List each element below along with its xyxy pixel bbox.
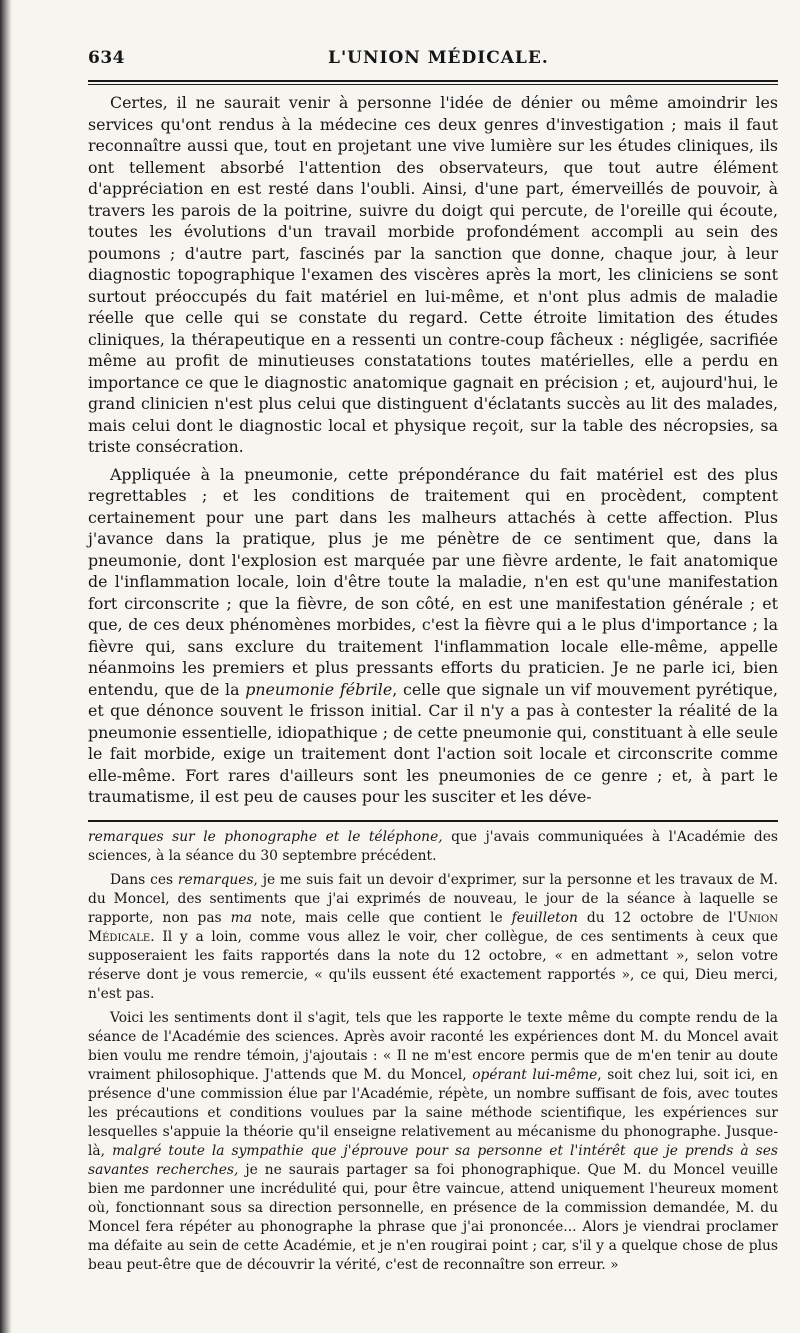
note-paragraph-3 <box>88 1009 778 1275</box>
page-binding-edge <box>0 0 12 1333</box>
main-article-text <box>88 92 778 808</box>
note-2-part-e: . Il y a loin, comme vous allez le voir, cher collègue, de ces sentiments à ceux que supposeraient les faits rapportés dans la note du 12 octobre, « en admettant », selon votre réserve dont je vous remercie, « qu'ils eussent été exactement rapportés », ce qui, Dieu merci, n'est pas. <box>88 929 778 1002</box>
paragraph-2 <box>88 464 778 808</box>
emphasis-pneumonie-febrile: pneumonie fébrile <box>245 679 393 699</box>
note-2-journal-name: Union Médicale <box>88 910 778 945</box>
page-number: 634 <box>88 48 125 68</box>
page-header <box>88 48 778 74</box>
note-paragraph-2 <box>88 871 778 1004</box>
footnote-separator <box>88 820 778 822</box>
note-3-part-b: , soit chez lui, soit ici, en présence d'une commission élue par l'Académie, répète, un nombre suffisant de fois, avec toutes les précautions et conditions voulues par la saine méthode scientifique, les expériences sur lesquelles s'appuie la théorie qu'il enseigne relativement au mécanisme du phonographe. Jusque-là, <box>88 1067 778 1159</box>
note-3-part-a: Voici les sentiments dont il s'agit, tels que les rapporte le texte même du compte rendu de la séance de l'Académie des sciences. Après avoir raconté les expériences dont M. du Moncel avait bien voulu me rendre témoin, j'ajoutais : « Il ne m'est encore permis que de m'en tenir au doute vraiment philosophique. J'attends que M. du Moncel, <box>88 1010 778 1083</box>
note-2-part-a: Dans ces <box>110 872 178 888</box>
paragraph-1: Certes, il ne saurait venir à personne l'idée de dénier ou même amoindrir les services qu'ont rendus à la médecine ces deux genres d'investigation ; mais il faut reconnaître aussi que, tout en projetant une vive lumière sur les études cliniques, ils ont tellement absorbé l'attention des observateurs, que tout autre élément d'appréciation en est resté dans l'oubli. Ainsi, d'une part, émerveillés de pouvoir, à travers les parois de la poitrine, suivre du doigt qui percute, de l'oreille qui écoute, toutes les évolutions d'un travail morbide profondément accompli au sein des poumons ; d'autre part, fascinés par la sanction que donne, chaque jour, à leur diagnostic topographique l'examen des viscères après la mort, les cliniciens se sont surtout préoccupés du fait matériel en lui-même, et n'ont plus admis de maladie réelle que celle qui se constate du regard. Cette étroite limitation des études cliniques, la thérapeutique en a ressenti un contre-coup fâcheux : négligée, sacrifiée même au profit de minutieuses constatations toutes matérielles, elle a perdu en importance ce que le diagnostic anatomique gagnait en précision ; et, aujourd'hui, le grand clinicien n'est plus celui que distinguent d'éclatants succès au lit des malades, mais celui dont le diagnostic local et physique reçoit, sur la table des nécropsies, sa triste consécration. <box>88 93 778 456</box>
note-2-italic-feuilleton: feuilleton <box>511 910 578 926</box>
note-2-part-d: du 12 octobre de l' <box>577 910 737 926</box>
note-1-italic: remarques sur le phonographe et le téléphone, <box>88 829 443 845</box>
note-3-italic-sympathie: malgré toute la sympathie que j'éprouve pour sa personne et l'intérêt que je prends à ses savantes recherches, <box>88 1143 778 1178</box>
journal-title: L'UNION MÉDICALE. <box>328 48 549 68</box>
note-2-part-c: note, mais celle que contient le <box>251 910 512 926</box>
note-2-part-b: , je me suis fait un devoir d'exprimer, sur la personne et les travaux de M. du Moncel, des sentiments que j'ai exprimés de nouveau, le jour de la séance à laquelle se rapporte, non pas <box>88 872 778 926</box>
note-paragraph-1 <box>88 828 778 866</box>
note-3-italic-operant: opérant lui-même <box>472 1067 598 1083</box>
header-rule-thin <box>88 84 778 85</box>
note-3-part-c: je ne saurais partager sa foi phonographique. Que M. du Moncel veuille bien me pardonner une incrédulité qui, pour être vaincue, attend uniquement l'heureux moment où, fonctionnant sous sa direction personnelle, en présence de la commission demandée, M. du Moncel fera répéter au phonographe la phrase que j'ai prononcée... Alors je viendrai proclamer ma défaite au sein de cette Académie, et je n'en rougirai point ; car, s'il y a quelque chose de plus beau peut-être que de découvrir la vérité, c'est de reconnaître son erreur. » <box>88 1162 778 1273</box>
note-1-rest: que j'avais communiquées à l'Académie des sciences, à la séance du 30 septembre précédent. <box>88 829 778 864</box>
note-2-italic-remarques: remarques <box>177 872 254 888</box>
feuilleton-text <box>88 828 778 1275</box>
note-2-italic-ma: ma <box>230 910 252 926</box>
header-rule <box>88 80 778 82</box>
paragraph-2-part-b: , celle que signale un vif mouvement pyrétique, et que dénonce souvent le frisson initial. Car il n'y a pas à contester la réalité de la pneumonie essentielle, idiopathique ; de cette pneumonie qui, constituant à elle seule le fait morbide, exige un traitement dont l'action soit locale et circonscrite comme elle-même. Fort rares d'ailleurs sont les pneumonies de ce genre ; et, à part le traumatisme, il est peu de causes pour les susciter et les déve- <box>88 679 778 806</box>
paragraph-2-part-a: Appliquée à la pneumonie, cette prépondérance du fait matériel est des plus regrettables ; et les conditions de traitement qui en procèdent, comptent certainement pour une part dans les malheurs attachés à cette affection. Plus j'avance dans la pratique, plus je me pénètre de ce sentiment que, dans la pneumonie, dont l'explosion est marquée par une fièvre ardente, le fait anatomique de l'inflammation locale, loin d'être toute la maladie, n'en est qu'une manifestation fort circonscrite ; que la fièvre, de son côté, en est une manifestation générale ; et que, de ces deux phénomènes morbides, c'est la fièvre qui a le plus d'importance ; la fièvre qui, sans exclure du traitement l'inflammation locale elle-même, appelle néanmoins les premiers et plus pressants efforts du praticien. Je ne parle ici, bien entendu, que de la <box>88 464 778 699</box>
